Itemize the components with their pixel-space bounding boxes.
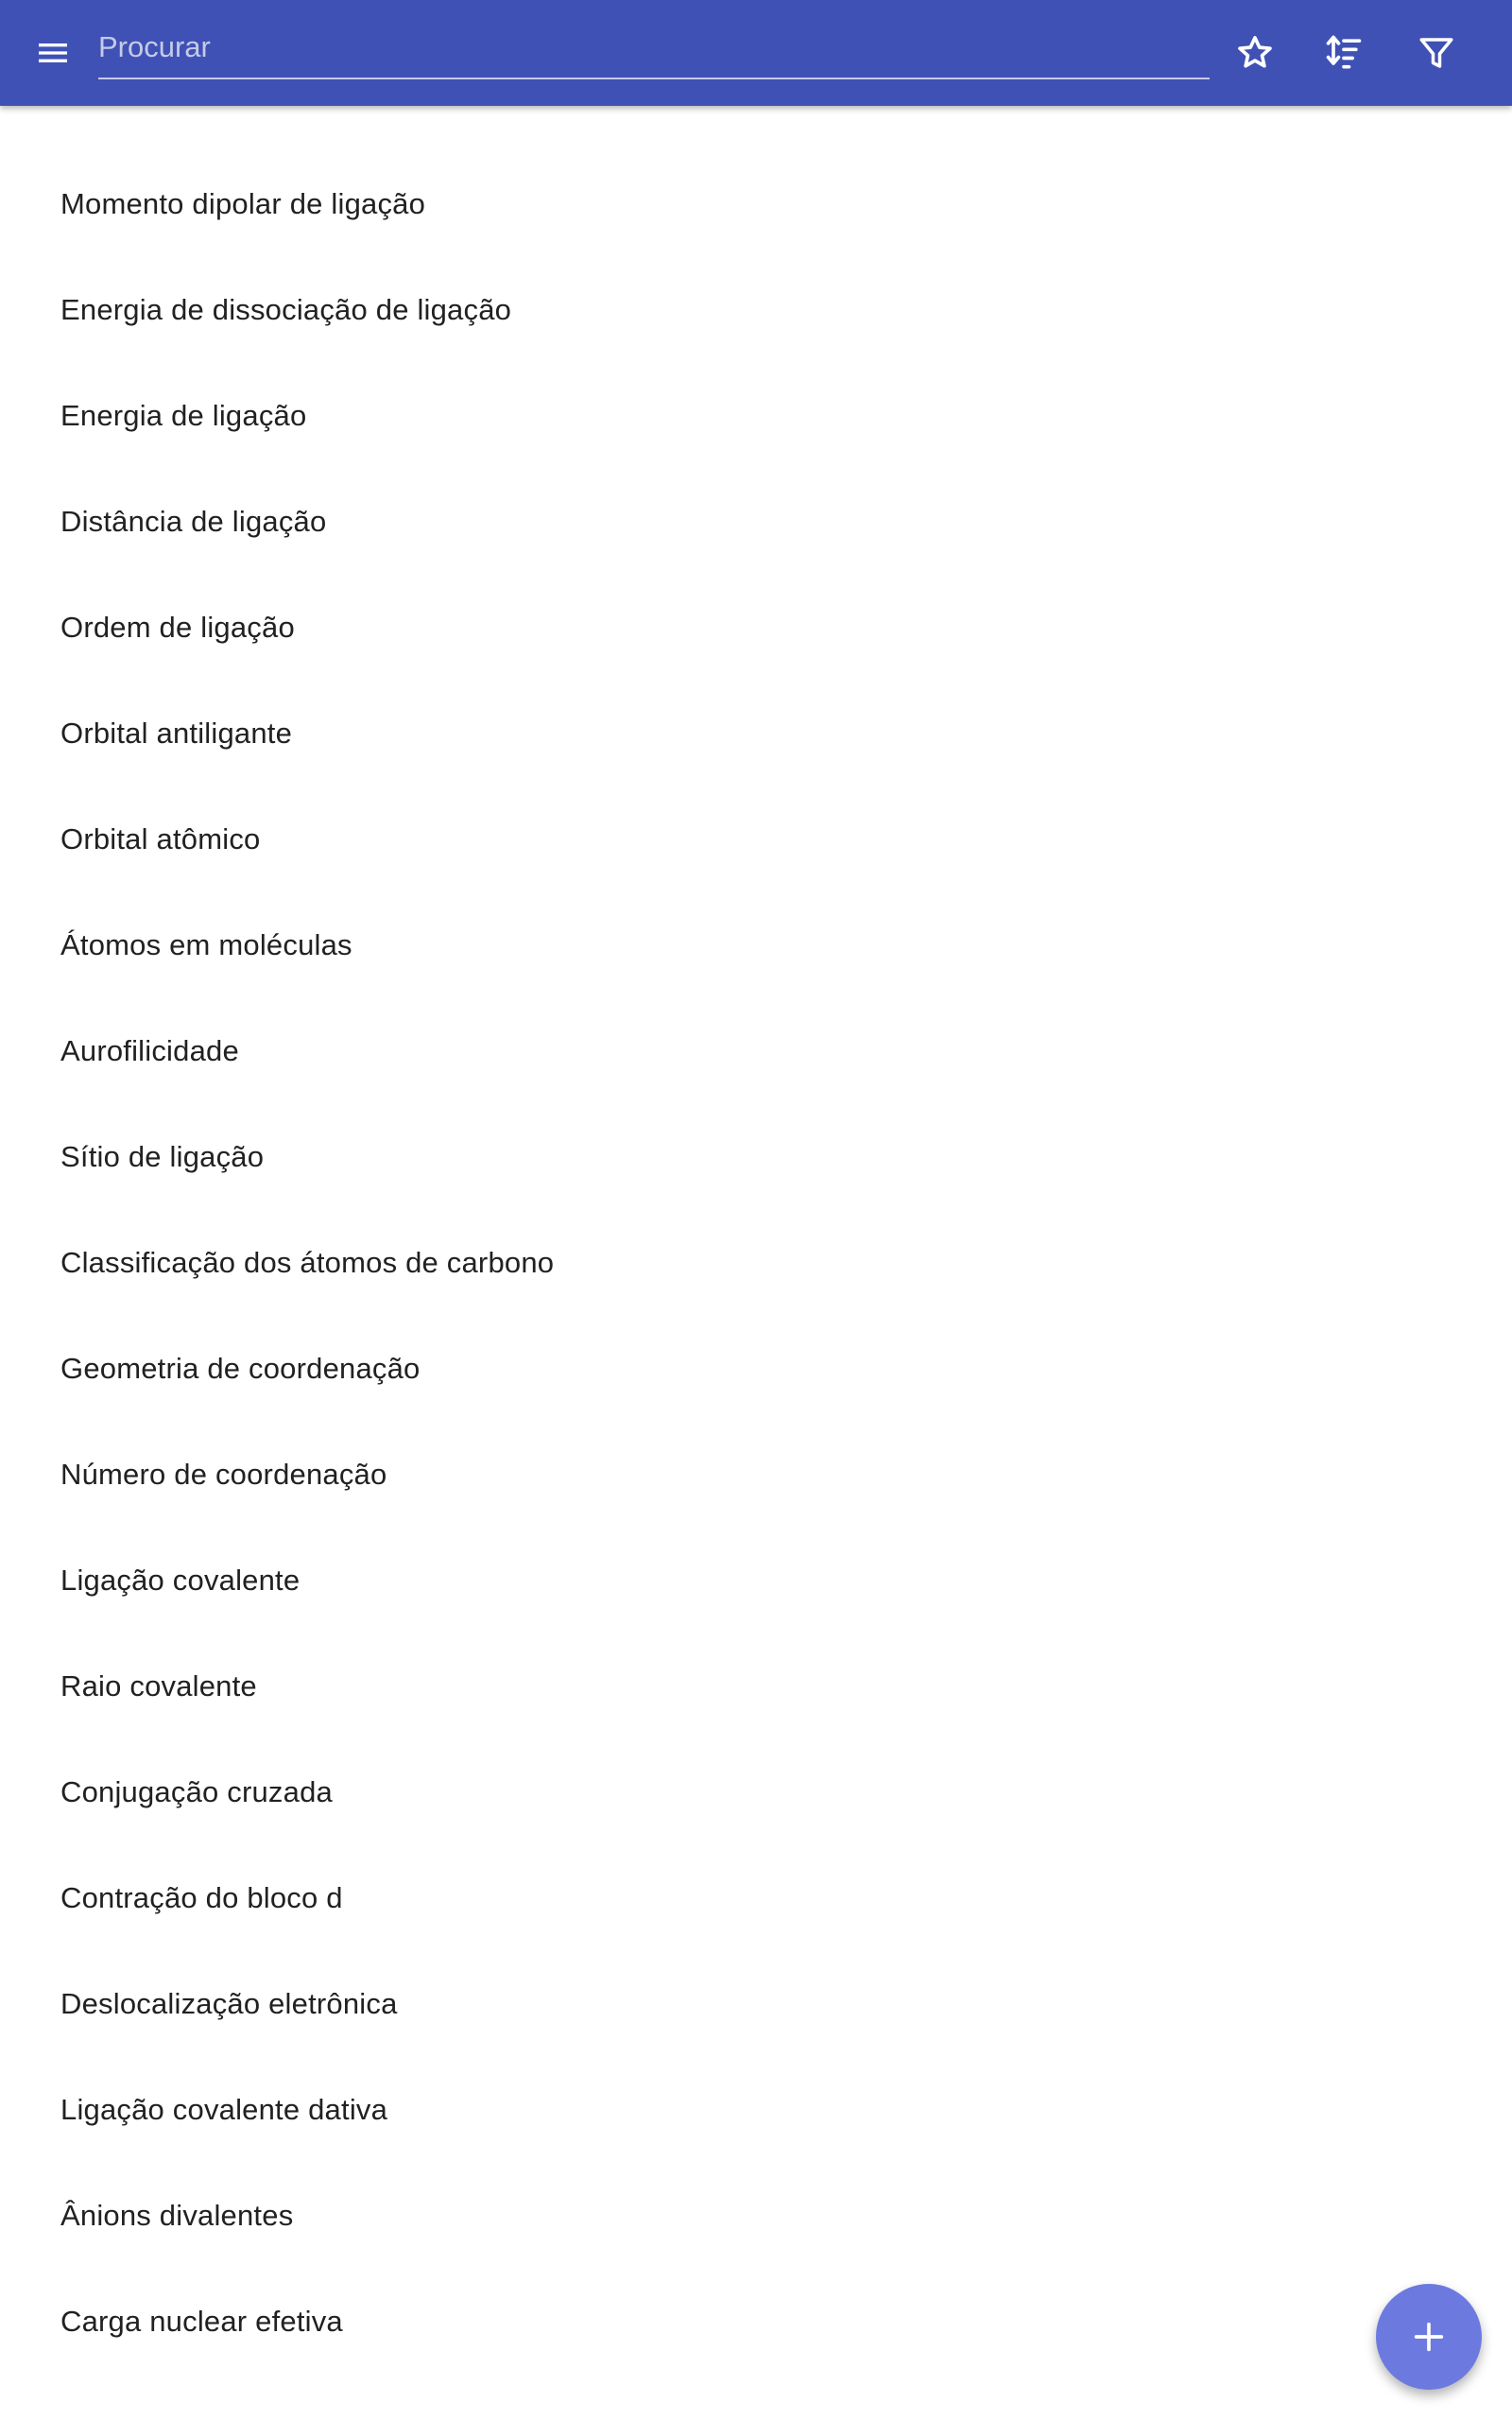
sort-button[interactable] xyxy=(1314,23,1374,83)
sort-icon xyxy=(1323,32,1365,74)
add-button[interactable] xyxy=(1376,2284,1482,2390)
list-item[interactable]: Ânions divalentes xyxy=(60,2199,294,2232)
list-item[interactable]: Aurofilicidade xyxy=(60,1034,239,1067)
filter-icon xyxy=(1417,33,1456,73)
list-item[interactable]: Átomos em moléculas xyxy=(60,928,352,961)
list-item[interactable]: Ordem de ligação xyxy=(60,611,295,644)
list-item[interactable]: Orbital atômico xyxy=(60,822,261,856)
favorites-button[interactable] xyxy=(1225,23,1285,83)
star-outline-icon xyxy=(1234,32,1276,74)
list-item[interactable]: Momento dipolar de ligação xyxy=(60,187,426,220)
list-item[interactable]: Classificação dos átomos de carbono xyxy=(60,1246,555,1279)
list-item[interactable]: Contração do bloco d xyxy=(60,1881,343,1914)
search-input[interactable] xyxy=(98,19,1210,76)
menu-icon xyxy=(34,34,72,72)
list-item[interactable]: Distância de ligação xyxy=(60,505,327,538)
list-item[interactable]: Conjugação cruzada xyxy=(60,1775,333,1808)
list-item[interactable]: Energia de dissociação de ligação xyxy=(60,293,512,326)
filter-button[interactable] xyxy=(1406,23,1467,83)
plus-icon xyxy=(1410,2318,1448,2356)
terms-list xyxy=(0,151,1512,2375)
menu-button[interactable] xyxy=(23,23,83,83)
list-item[interactable]: Sítio de ligação xyxy=(60,1140,265,1173)
list-item[interactable]: Raio covalente xyxy=(60,1669,257,1703)
list-item[interactable]: Carga nuclear efetiva xyxy=(60,2305,343,2338)
list-item[interactable]: Deslocalização eletrônica xyxy=(60,1987,398,2020)
list-item[interactable]: Geometria de coordenação xyxy=(60,1352,421,1385)
list-item[interactable]: Número de coordenação xyxy=(60,1458,387,1491)
list-item[interactable]: Ligação covalente xyxy=(60,1564,301,1597)
list-item[interactable]: Orbital antiligante xyxy=(60,717,293,750)
search-field xyxy=(98,19,1210,79)
top-app-bar xyxy=(0,0,1512,106)
list-item[interactable]: Energia de ligação xyxy=(60,399,307,432)
list-item[interactable]: Ligação covalente dativa xyxy=(60,2093,388,2126)
